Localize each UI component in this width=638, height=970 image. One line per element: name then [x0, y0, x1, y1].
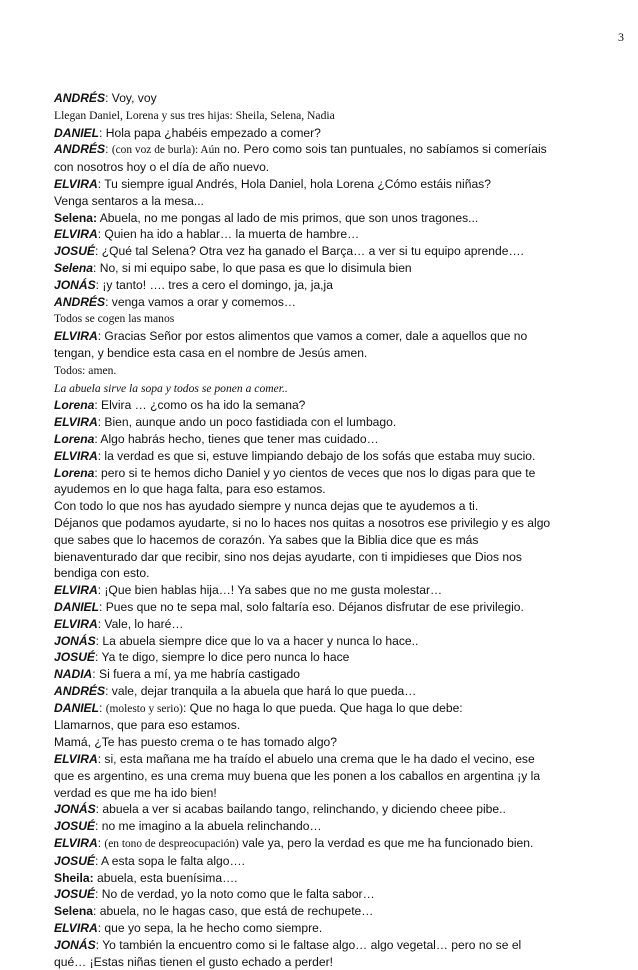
dialogue-text: :	[105, 142, 112, 157]
script-line	[54, 465, 622, 482]
script-line	[54, 226, 622, 243]
script-line	[54, 243, 622, 260]
script-line	[54, 700, 622, 718]
dialogue-text: : Vale, lo haré…	[97, 616, 184, 631]
speaker-name: JONÁS	[54, 277, 96, 292]
script-line	[54, 818, 622, 835]
script-line	[54, 633, 622, 650]
stage-note: (con voz de burla): Aún	[111, 144, 220, 157]
script-line	[54, 666, 622, 683]
dialogue-text: : No de verdad, yo la noto como que le falta sabor…	[95, 887, 375, 902]
speaker-name: ELVIRA	[54, 616, 98, 631]
stage-note: (en tono de despreocupación)	[104, 838, 239, 851]
script-line	[54, 616, 622, 633]
script-body	[54, 90, 622, 970]
speaker-name: Lorena	[54, 431, 95, 446]
script-line	[54, 90, 622, 107]
speaker-name: JOSUÉ	[54, 853, 95, 868]
dialogue-text: : Voy, voy	[105, 91, 157, 105]
dialogue-text: Llamarnos, que para eso estamos.	[54, 718, 241, 733]
dialogue-text: :	[99, 700, 106, 715]
script-line	[54, 549, 622, 566]
speaker-name: JOSUÉ	[54, 819, 95, 834]
script-line	[54, 565, 622, 582]
speaker-name: JONÁS	[54, 802, 96, 817]
script-line	[54, 903, 622, 920]
script-line	[54, 277, 622, 294]
dialogue-text: : Bien, aunque ando un poco fastidiada con el lumbago.	[97, 415, 397, 430]
script-line	[54, 937, 622, 954]
speaker-name: ELVIRA	[54, 836, 98, 851]
script-line	[54, 498, 622, 515]
script-line	[54, 954, 622, 970]
dialogue-text: : Elvira … ¿como os ha ido la semana?	[94, 398, 306, 413]
dialogue-text: : A esta sopa le falta algo….	[95, 853, 245, 868]
dialogue-text: : que yo sepa, la he hecho como siempre.	[97, 921, 323, 936]
speaker-name: ANDRÉS	[54, 91, 106, 105]
stage-direction: Todos se cogen las manos	[54, 312, 175, 326]
dialogue-text: :	[97, 836, 105, 851]
dialogue-text: tengan, y bendice esta casa en el nombre de Jesús amen.	[54, 345, 368, 360]
dialogue-text: bienaventurado dar que recibir, sino nos dejas ayudarte, con ti impidieses que Dios nos	[54, 549, 522, 564]
speaker-name: DANIEL	[54, 125, 100, 140]
script-line	[54, 599, 622, 616]
script-line	[54, 414, 622, 431]
script-line	[54, 260, 622, 277]
dialogue-text: Mamá, ¿Te has puesto crema o te has tomado algo?	[54, 735, 338, 750]
stage-direction: Llegan Daniel, Lorena y sus tres hijas: Sheila, Selena, Nadia	[54, 108, 335, 122]
speaker-name: DANIEL	[54, 700, 100, 715]
dialogue-text: : Yo también la encuentro como si le faltase algo… algo vegetal… pero no se el	[95, 937, 522, 952]
speaker-name: JONÁS	[54, 633, 96, 648]
stage-direction: Todos: amen.	[54, 363, 117, 377]
script-line	[54, 176, 622, 193]
script-line	[54, 159, 622, 176]
stage-note: (molesto y serio)	[105, 702, 183, 715]
dialogue-text: : Que no haga lo que pueda. Que haga lo que debe:	[182, 700, 463, 715]
script-line	[54, 835, 622, 853]
dialogue-text: abuela, esta buenísima….	[93, 870, 238, 885]
dialogue-text: que es argentino, es una crema muy buena que les ponen a los caballos en argentina ¡y la	[54, 768, 541, 783]
script-line	[54, 210, 622, 227]
speaker-name: DANIEL	[54, 599, 100, 614]
speaker-name: Selena	[54, 904, 93, 919]
dialogue-text: : abuela, no le hagas caso, que está de rechupete…	[93, 904, 374, 919]
speaker-name: ANDRÉS	[54, 294, 106, 309]
dialogue-text: Venga sentaros a la mesa...	[54, 193, 204, 208]
speaker-name: ELVIRA	[54, 176, 98, 191]
dialogue-text: : Pues que no te sepa mal, solo faltaría eso. Déjanos disfrutar de ese privilegio.	[99, 599, 524, 614]
script-line	[54, 717, 622, 734]
speaker-name: ANDRÉS	[54, 142, 106, 157]
speaker-name: Selena	[54, 260, 93, 275]
speaker-name: ELVIRA	[54, 227, 98, 242]
script-line	[54, 448, 622, 465]
script-line	[54, 768, 622, 785]
dialogue-text: : ¡y tanto! …. tres a cero el domingo, ja, ja,ja	[95, 277, 333, 292]
script-line	[54, 649, 622, 666]
dialogue-text: : vale, dejar tranquila a la abuela que hará lo que pueda…	[105, 683, 417, 698]
script-line	[54, 294, 622, 311]
dialogue-text: con nosotros hoy o el día de año nuevo.	[54, 160, 270, 175]
script-line	[54, 853, 622, 870]
speaker-name: ELVIRA	[54, 415, 98, 430]
dialogue-text: : no me imagino a la abuela relinchando…	[95, 819, 322, 834]
script-line	[54, 785, 622, 802]
speaker-name: JOSUÉ	[54, 244, 95, 259]
dialogue-text: vale ya, pero la verdad es que me ha funcionado bien.	[238, 836, 534, 851]
speaker-name: ELVIRA	[54, 329, 98, 344]
dialogue-text: ayudemos en lo que haga falta, para eso estamos.	[54, 482, 326, 497]
script-line	[54, 141, 622, 159]
dialogue-text: : Si fuera a mí, ya me habría castigado	[92, 667, 301, 682]
dialogue-text: : la verdad es que si, estuve limpiando debajo de los sofás que estaba muy sucio.	[97, 448, 536, 463]
dialogue-text: Déjanos que podamos ayudarte, si no lo haces nos quitas a nosotros ese privilegio y es algo	[54, 515, 551, 530]
script-line	[54, 380, 622, 398]
dialogue-text: Abuela, no me pongas al lado de mis primos, que son unos tragones...	[97, 210, 479, 225]
dialogue-text: : ¡Que bien hablas hija…! Ya sabes que no me gusta molestar…	[97, 583, 443, 598]
script-line	[54, 481, 622, 498]
dialogue-text: : No, si mi equipo sabe, lo que pasa es que lo disimula bien	[93, 260, 412, 275]
dialogue-text: : Algo habrás hecho, tienes que tener mas cuidado…	[94, 431, 379, 446]
script-line	[54, 870, 622, 887]
speaker-name: JOSUÉ	[54, 887, 95, 902]
dialogue-text: : Gracias Señor por estos alimentos que vamos a comer, dale a aquellos que no	[97, 329, 528, 344]
speaker-name: Selena:	[54, 210, 98, 225]
speaker-name: Sheila:	[54, 870, 94, 885]
stage-direction: La abuela sirve la sopa y todos se ponen a comer..	[54, 381, 288, 395]
script-line	[54, 582, 622, 599]
dialogue-text: : venga vamos a orar y comemos…	[105, 294, 296, 309]
speaker-name: JOSUÉ	[54, 650, 95, 665]
speaker-name: ELVIRA	[54, 752, 98, 767]
dialogue-text: bendiga con esto.	[54, 566, 150, 581]
script-line	[54, 920, 622, 937]
script-line	[54, 751, 622, 768]
dialogue-text: : Quien ha ido a hablar… la muerta de hambre…	[97, 227, 360, 242]
dialogue-text: : Tu siempre igual Andrés, Hola Daniel, hola Lorena ¿Cómo estáis niñas?	[97, 176, 491, 191]
script-line	[54, 397, 622, 414]
script-line	[54, 107, 622, 125]
speaker-name: ELVIRA	[54, 583, 98, 598]
script-line	[54, 515, 622, 532]
script-line	[54, 125, 622, 142]
speaker-name: Lorena	[54, 465, 95, 480]
script-line	[54, 345, 622, 362]
script-line	[54, 310, 622, 328]
speaker-name: ELVIRA	[54, 921, 98, 936]
script-line	[54, 886, 622, 903]
script-line	[54, 801, 622, 818]
script-line	[54, 734, 622, 751]
dialogue-text: no. Pero como sois tan puntuales, no sabíamos si comeríais	[220, 142, 547, 157]
dialogue-text: : Ya te digo, siempre lo dice pero nunca lo hace	[95, 650, 350, 665]
script-line	[54, 431, 622, 448]
dialogue-text: : si, esta mañana me ha traído el abuelo una crema que le ha dado el vecino, ese	[97, 752, 535, 767]
script-line	[54, 193, 622, 210]
page-number: 3	[618, 30, 624, 44]
dialogue-text: : La abuela siempre dice que lo va a hacer y nunca lo hace..	[95, 633, 419, 648]
speaker-name: JONÁS	[54, 937, 96, 952]
speaker-name: NADIA	[54, 667, 93, 682]
speaker-name: Lorena	[54, 398, 95, 413]
script-line	[54, 328, 622, 345]
dialogue-text: verdad es que me ha ido bien!	[54, 785, 217, 800]
dialogue-text: : ¿Qué tal Selena? Otra vez ha ganado el Barça… a ver si tu equipo aprende….	[95, 244, 524, 259]
dialogue-text: : abuela a ver si acabas bailando tango, relinchando, y diciendo cheee pibe..	[95, 802, 506, 817]
dialogue-text: que sabes que lo hacemos de corazón. Ya sabes que la Biblia dice que es más	[54, 532, 479, 547]
script-line	[54, 683, 622, 700]
dialogue-text: : pero si te hemos dicho Daniel y yo cientos de veces que nos lo digas para que te	[94, 465, 536, 480]
dialogue-text: : Hola papa ¿habéis empezado a comer?	[99, 125, 321, 140]
dialogue-text: qué… ¡Estas niñas tienen el gusto echado a perder!	[54, 954, 334, 969]
dialogue-text: Con todo lo que nos has ayudado siempre y nunca dejas que te ayudemos a ti.	[54, 499, 479, 514]
script-line	[54, 362, 622, 380]
script-line	[54, 532, 622, 549]
speaker-name: ANDRÉS	[54, 683, 106, 698]
speaker-name: ELVIRA	[54, 448, 98, 463]
